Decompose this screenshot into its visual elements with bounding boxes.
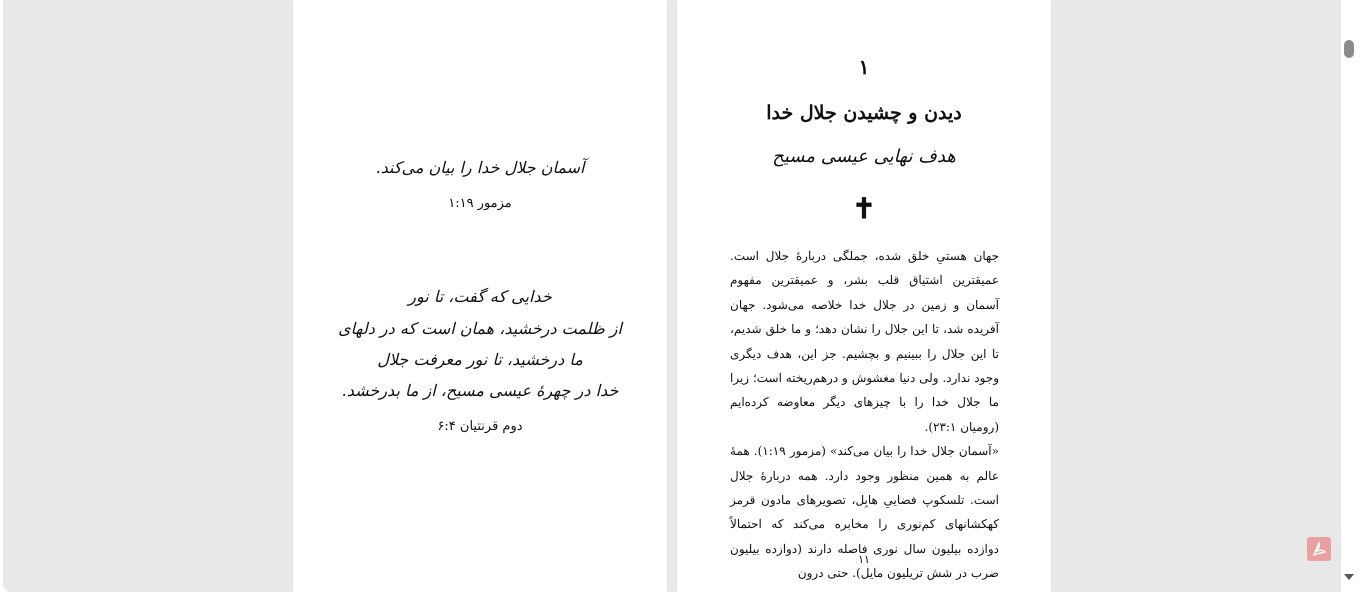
epigraph-verse-2-line-4: خدا در چهرهٔ عیسی مسیح، از ما بدرخشد. xyxy=(341,381,619,400)
epigraph-ref-1: مزمور ۱:۱۹ xyxy=(448,196,512,211)
pdf-page-left xyxy=(293,0,667,592)
page-number: ۱۱ xyxy=(858,553,870,566)
pdf-page-right xyxy=(677,0,1051,592)
epigraph-verse-2-line-1: خدایی که گفت، تا نور xyxy=(408,287,552,306)
epigraph-verse-2-line-3: ما درخشید، تا نور معرفت جلال xyxy=(377,350,583,369)
epigraph-verse-1: آسمان جلال خدا را بیان می‌کند. xyxy=(375,158,585,177)
cross-icon: ✝ xyxy=(852,192,876,225)
chevron-down-icon[interactable] xyxy=(1344,574,1354,580)
body-paragraph-1: جهان هستیِ خلق شده، جملگی دربارهٔ جلال است. عمیقترین اشتیاق قلب بشر، و عمیقترین مفهوم آسمان و زمین در جلال خدا خلاصه می‌شود. جهان آفریده شد، تا این جلال را نشان دهد؛ و ما خلق شدیم، تا این جلال را ببینیم و بچشیم. جز این، هدف دیگری وجود ندارد. ولی دنیا مغشوش و درهم‌ریخته است؛ زیرا ما جلال خدا را با چیزهای دیگر معاوضه کرده‌ایم (رومیان ۲۳:۱). xyxy=(730,249,999,434)
body-paragraph-2: «آسمان جلال خدا را بیان می‌کند» (مزمور ۱:۱۹). همهٔ عالم به همین منظور وجود دارد. همه دربارهٔ جلال است. تلسکوپ فضاییِ هابِل، تصویرهای مادون قرمز کهکشانهای کم‌نوری را مخابره می‌کند که احتمالاً دوازده بیلیون سال نوری فاصله دارند (دوازده بیلیون ضرب در شش تریلیون مایل). حتی درون xyxy=(730,444,999,581)
chapter-title: دیدن و چشیدن جلال خدا xyxy=(766,102,962,124)
chapter-subtitle: هدف نهایی عیسی مسیح xyxy=(772,146,956,167)
chapter-body xyxy=(730,244,999,586)
adobe-pdf-icon[interactable] xyxy=(1307,537,1331,561)
vertical-scrollbar[interactable] xyxy=(1341,0,1360,592)
pdf-viewer[interactable] xyxy=(3,0,1341,592)
epigraph-verse-2-line-2: از ظلمت درخشید، همان است که در دلهای xyxy=(338,319,622,338)
epigraph-ref-2: دوم قرنتیان ۶:۴ xyxy=(437,419,523,434)
chapter-number: ۱ xyxy=(858,55,870,79)
pdf-logo-glyph xyxy=(1310,540,1328,558)
scrollbar-thumb[interactable] xyxy=(1344,40,1354,58)
